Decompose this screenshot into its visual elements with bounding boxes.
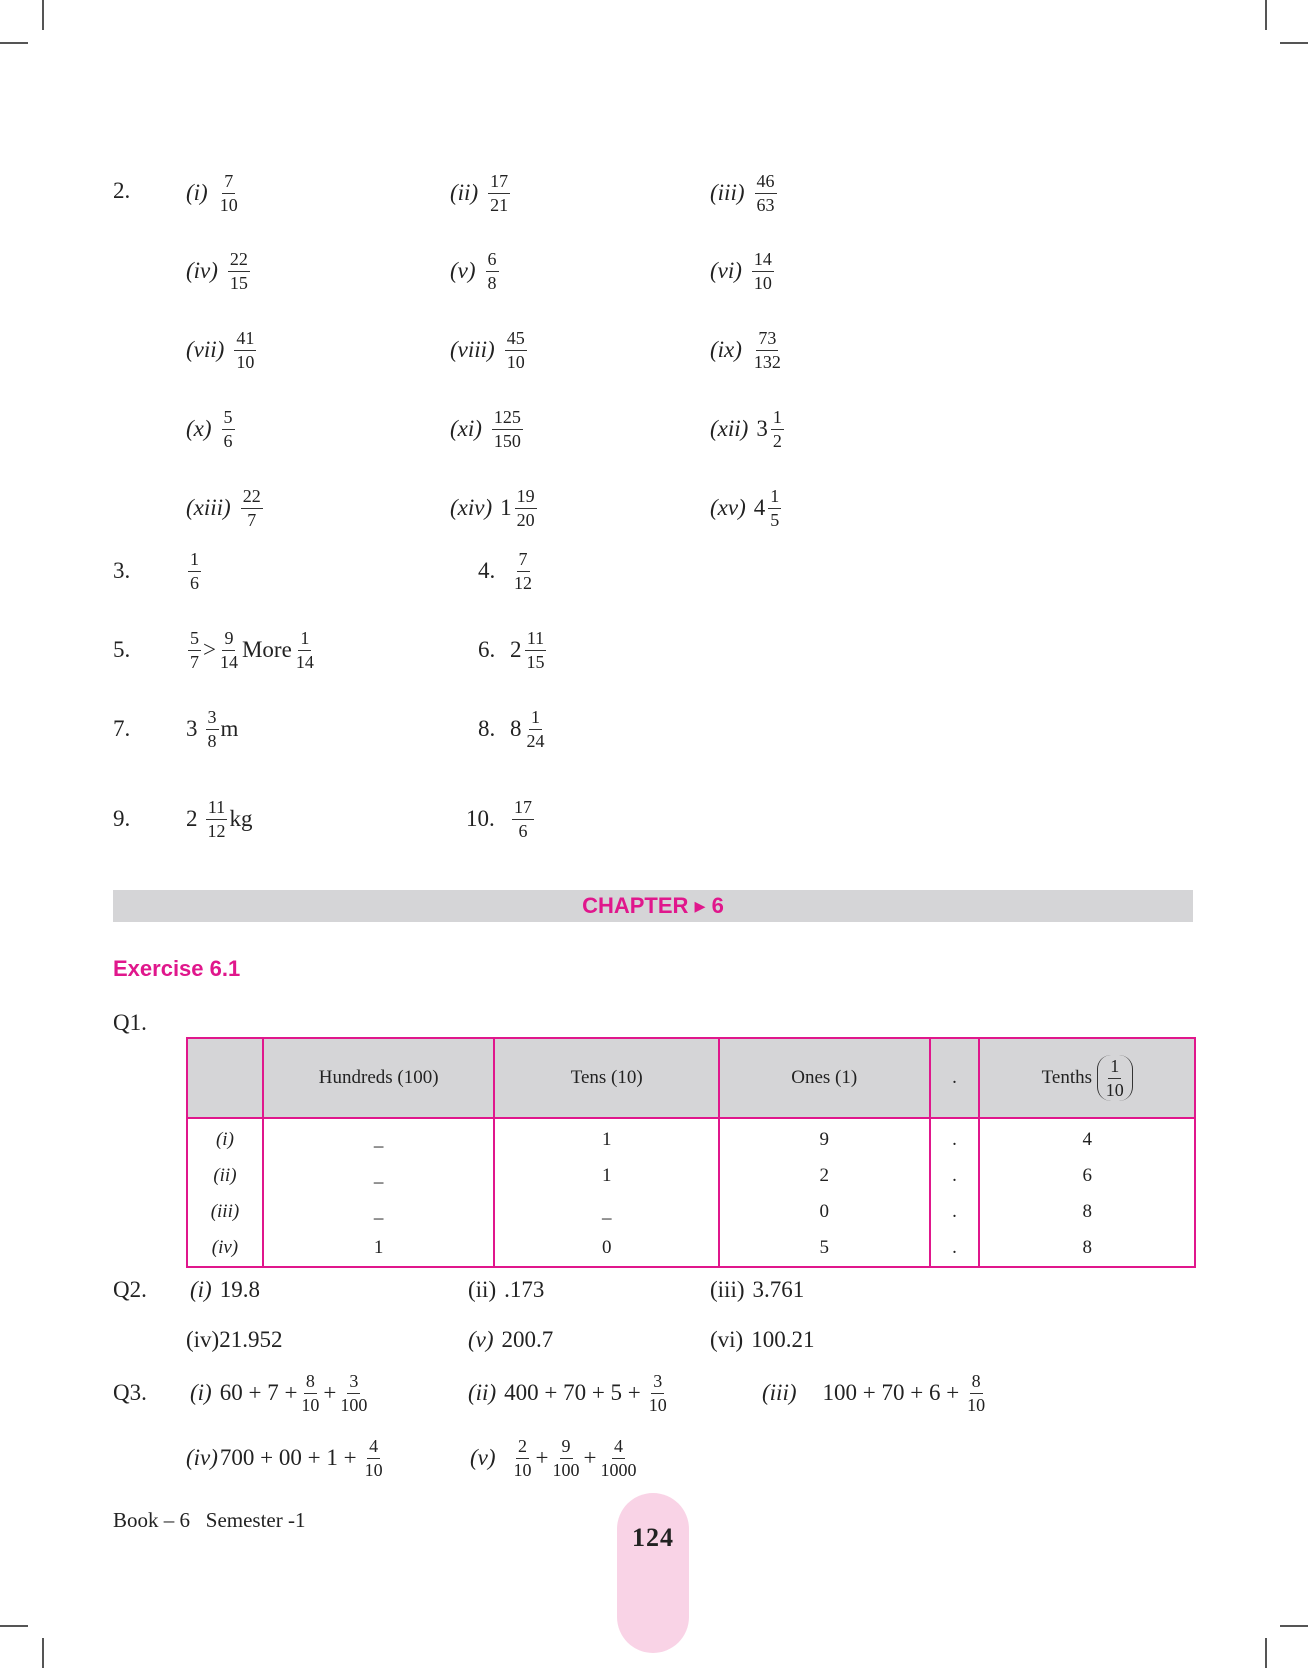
item-label: (vii) — [186, 337, 225, 362]
item-label: (vi) — [710, 1327, 744, 1352]
expansion-text: 400 + 70 + 5 + — [504, 1380, 641, 1405]
whole-number: 3 — [756, 416, 768, 441]
question-number: 6. — [478, 637, 496, 662]
q2-answer-item — [450, 323, 529, 377]
item-label: (ii) — [450, 180, 479, 205]
row-label-cell: (iii) — [187, 1194, 263, 1230]
table-cell: 8 — [979, 1194, 1195, 1230]
fraction: $\frac{17}{6}$ — [514, 796, 532, 841]
item-label: (v) — [450, 258, 476, 283]
chapter-header-bar — [113, 890, 1193, 922]
item-label: (iv) — [186, 1327, 220, 1352]
q2-answer-item — [450, 402, 525, 456]
fraction: $\frac{46}{63}$ — [756, 170, 775, 215]
book-label: Book – 6 — [113, 1508, 191, 1532]
whole-number: 4 — [753, 495, 766, 520]
crop-mark — [42, 1638, 44, 1668]
table-cell: _ — [263, 1158, 495, 1194]
comparison-symbol: > — [203, 637, 216, 662]
whole-number: 3 — [186, 716, 198, 741]
fraction: $\frac{8}{10}$ — [967, 1370, 986, 1415]
q2-answer-item — [186, 323, 258, 377]
answer-q3-ii — [468, 1366, 671, 1420]
parenthesized-fraction — [1097, 1055, 1133, 1102]
table-row — [187, 1118, 1195, 1158]
table-cell: . — [930, 1194, 980, 1230]
question-number: 10. — [466, 806, 495, 831]
fraction: $\frac{3}{8}$ — [207, 706, 217, 751]
question-number: 9. — [113, 806, 131, 831]
table-cell: 2 — [719, 1158, 930, 1194]
whole-number: 8 — [510, 716, 522, 741]
table-cell: _ — [494, 1194, 719, 1230]
answer-q3-iii — [762, 1366, 989, 1420]
fraction: $\frac{4}{1000}$ — [600, 1435, 637, 1480]
fraction: $\frac{1}{2}$ — [772, 406, 782, 451]
plus-sign: + — [583, 1445, 597, 1470]
q2-answer-item — [710, 323, 785, 377]
q2-answer-item — [186, 244, 252, 298]
table-row — [187, 1230, 1195, 1267]
q2-answer-item — [450, 166, 512, 220]
fraction: $\frac{1}{14}$ — [295, 627, 314, 672]
q2-decimal-item — [186, 1313, 282, 1367]
table-row — [187, 1194, 1195, 1230]
item-label: (v) — [468, 1327, 494, 1352]
crop-mark — [0, 42, 28, 44]
table-header-row — [187, 1038, 1195, 1118]
decimal-value: 21.952 — [219, 1327, 283, 1352]
fraction: $\frac{3}{10}$ — [648, 1370, 667, 1415]
chapter-title: CHAPTER ▸ 6 — [582, 893, 724, 918]
table-header: Hundreds (100) — [263, 1038, 495, 1118]
page-number-badge — [617, 1493, 689, 1653]
question-number: 4. — [478, 558, 496, 583]
row-label-cell: (i) — [187, 1118, 263, 1158]
unit: m — [220, 716, 239, 741]
answer-q4 — [510, 544, 536, 598]
fraction: $\frac{41}{10}$ — [236, 327, 255, 372]
table-header: Ones (1) — [719, 1038, 930, 1118]
item-label: (xi) — [450, 416, 482, 441]
question-number: 8. — [478, 716, 496, 741]
decimal-value: 100.21 — [751, 1327, 815, 1352]
table-cell: 1 — [494, 1118, 719, 1158]
item-label: (v) — [470, 1445, 496, 1470]
unit: kg — [229, 806, 253, 831]
table-header: Tens (10) — [494, 1038, 719, 1118]
fraction: $\frac{5}{6}$ — [223, 406, 233, 451]
item-label: (xii) — [710, 416, 749, 441]
table-cell: 6 — [979, 1158, 1195, 1194]
q2-decimal-item — [468, 1313, 553, 1367]
question-number: Q2. — [113, 1277, 147, 1302]
table-cell: 1 — [263, 1230, 495, 1267]
q2-answer-item — [710, 402, 786, 456]
crop-mark — [1265, 1638, 1267, 1668]
q2-answer-item — [710, 166, 779, 220]
fraction: $\frac{6}{8}$ — [487, 248, 497, 293]
item-label: (xiv) — [450, 495, 493, 520]
item-label: (iv) — [186, 258, 218, 283]
table-cell: 0 — [494, 1230, 719, 1267]
expansion-text: 100 + 70 + 6 + — [822, 1380, 960, 1405]
fraction: $\frac{1}{6}$ — [190, 548, 199, 593]
fraction: $\frac{14}{10}$ — [753, 248, 772, 293]
fraction: $\frac{9}{100}$ — [552, 1435, 580, 1480]
table-header — [187, 1038, 263, 1118]
table-cell: 0 — [719, 1194, 930, 1230]
item-label: (viii) — [450, 337, 495, 362]
fraction: $\frac{125}{150}$ — [493, 406, 521, 451]
fraction: $\frac{3}{100}$ — [340, 1370, 368, 1415]
fraction: $\frac{1}{10}$ — [1105, 1055, 1124, 1100]
fraction: $\frac{22}{7}$ — [242, 485, 261, 530]
fraction: $\frac{1}{5}$ — [770, 485, 780, 530]
fraction: $\frac{7}{10}$ — [219, 170, 238, 215]
table-cell: . — [930, 1118, 980, 1158]
question-number: Q1. — [113, 1010, 147, 1035]
answer-q9 — [186, 792, 253, 846]
answer-q10 — [510, 792, 536, 846]
fraction: $\frac{22}{15}$ — [229, 248, 248, 293]
item-label: (ix) — [710, 337, 742, 362]
crop-mark — [1265, 0, 1267, 30]
q2-answer-item — [710, 244, 776, 298]
fraction: $\frac{2}{10}$ — [513, 1435, 532, 1480]
table-header-tenths — [979, 1038, 1195, 1118]
crop-mark — [42, 0, 44, 30]
fraction: $\frac{8}{10}$ — [301, 1370, 320, 1415]
table-cell: . — [930, 1158, 980, 1194]
item-label: (ii) — [468, 1277, 497, 1302]
answer-q3-i — [190, 1366, 371, 1420]
crop-mark — [0, 1625, 28, 1627]
table-header: . — [930, 1038, 980, 1118]
page-number: 124 — [632, 1523, 674, 1552]
exercise-title: Exercise 6.1 — [113, 956, 241, 981]
whole-number: 2 — [186, 806, 198, 831]
q2-answer-item — [450, 481, 539, 535]
q2-answer-item — [186, 166, 242, 220]
item-label: (iii) — [710, 180, 745, 205]
item-label: (xv) — [710, 495, 746, 520]
question-number: Q3. — [113, 1380, 147, 1405]
answer-q3 — [186, 544, 203, 598]
whole-number: 1 — [500, 495, 512, 520]
whole-number: 2 — [510, 637, 522, 662]
fraction: $\frac{11}{15}$ — [526, 627, 545, 672]
q2-answer-item — [450, 244, 501, 298]
tenths-label: Tenths — [1041, 1066, 1092, 1088]
fraction: $\frac{1}{24}$ — [526, 706, 545, 751]
decimal-value: 3.761 — [752, 1277, 805, 1302]
q2-decimal-item — [710, 1263, 804, 1317]
q2-answer-item — [710, 481, 783, 535]
fraction: $\frac{4}{10}$ — [364, 1435, 383, 1480]
fraction: $\frac{7}{12}$ — [514, 548, 532, 593]
expansion-text: 700 + 00 + 1 + — [219, 1445, 357, 1470]
answer-q3-iv — [186, 1431, 387, 1485]
row-label-cell: (iv) — [187, 1230, 263, 1267]
fraction: $\frac{73}{132}$ — [753, 327, 781, 372]
table-cell: 5 — [719, 1230, 930, 1267]
fraction: $\frac{19}{20}$ — [516, 485, 535, 530]
row-label-cell: (ii) — [187, 1158, 263, 1194]
answer-word: More — [241, 637, 292, 662]
table-row — [187, 1158, 1195, 1194]
fraction: $\frac{9}{14}$ — [219, 627, 238, 672]
crop-mark — [1280, 1625, 1308, 1627]
item-label: (iv) — [186, 1445, 218, 1470]
q2-decimal-item — [190, 1263, 260, 1317]
table-cell: 9 — [719, 1118, 930, 1158]
q2-answer-item — [186, 402, 237, 456]
crop-mark — [1280, 42, 1308, 44]
answer-q5 — [186, 623, 318, 677]
table-cell: 8 — [979, 1230, 1195, 1267]
item-label: (i) — [190, 1380, 212, 1405]
item-label: (iii) — [762, 1380, 797, 1405]
q2-decimal-item — [710, 1313, 814, 1367]
decimal-value: .173 — [504, 1277, 545, 1302]
table-cell: 4 — [979, 1118, 1195, 1158]
question-number: 2. — [113, 178, 131, 203]
item-label: (xiii) — [186, 495, 231, 520]
fraction: $\frac{5}{7}$ — [190, 627, 199, 672]
table-cell: . — [930, 1230, 980, 1267]
item-label: (iii) — [710, 1277, 745, 1302]
decimal-value: 200.7 — [501, 1327, 554, 1352]
question-number: 7. — [113, 716, 131, 741]
plus-sign: + — [323, 1380, 337, 1405]
table-cell: _ — [263, 1118, 495, 1158]
question-number: 5. — [113, 637, 131, 662]
table-cell: 1 — [494, 1158, 719, 1194]
answer-q3-v — [470, 1431, 641, 1485]
answer-q8 — [510, 702, 549, 756]
item-label: (vi) — [710, 258, 742, 283]
answer-q6 — [510, 623, 549, 677]
fraction: $\frac{45}{10}$ — [506, 327, 525, 372]
fraction: $\frac{17}{21}$ — [490, 170, 509, 215]
plus-sign: + — [535, 1445, 549, 1470]
table-cell: _ — [263, 1194, 495, 1230]
answer-q7 — [186, 702, 238, 756]
semester-label: Semester -1 — [205, 1508, 306, 1532]
q2-answer-item — [186, 481, 265, 535]
item-label: (i) — [186, 180, 208, 205]
item-label: (x) — [186, 416, 212, 441]
item-label: (i) — [190, 1277, 212, 1302]
fraction: $\frac{11}{12}$ — [207, 796, 226, 841]
item-label: (ii) — [468, 1380, 497, 1405]
decimal-value: 19.8 — [219, 1277, 260, 1302]
footer-book-info — [113, 1508, 306, 1533]
place-value-table — [186, 1037, 1196, 1268]
expansion-text: 60 + 7 + — [219, 1380, 298, 1405]
question-number: 3. — [113, 558, 131, 583]
q2-decimal-item — [468, 1263, 544, 1317]
